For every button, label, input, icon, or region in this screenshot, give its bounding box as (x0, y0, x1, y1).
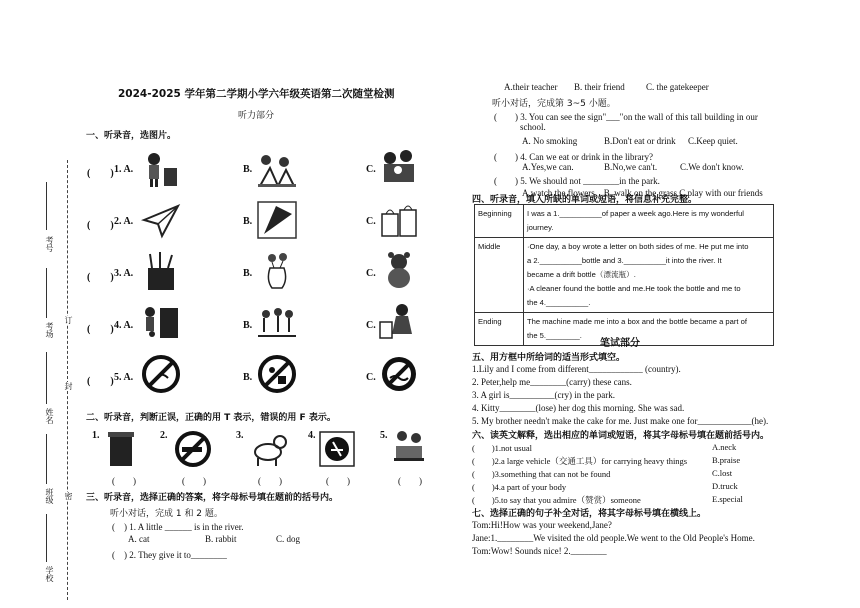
part3-intro1: 听小对话，完成 1 和 2 题。 (110, 509, 223, 519)
no-swimming-sign (378, 354, 420, 394)
no-littering-sign (256, 354, 298, 394)
p1-answer-paren-4[interactable]: ( ) (87, 324, 114, 335)
page-title: 2024-2025 学年第二学期小学六年级英语第二次随堂检测 (118, 88, 395, 100)
p2-answer-paren-4[interactable]: ( ) (326, 476, 350, 486)
kaohao-label: 考号 (45, 236, 54, 252)
p5-q1[interactable]: 1.Lily and I come from different____________ (country). (472, 364, 681, 374)
p1-row2-c-label: C. (366, 216, 376, 227)
kaohao-blank[interactable] (46, 182, 47, 230)
p3-q1-option-a[interactable]: A. cat (128, 534, 150, 544)
story-line[interactable]: the 5.________. (527, 331, 582, 340)
p3-q2-option-c[interactable]: C. the gatekeeper (646, 82, 709, 92)
dog-picture (248, 430, 288, 468)
p5-q5[interactable]: 5. My brother needn't make the cake for me. Just make one for____________(he). (472, 416, 769, 426)
p3-q2-option-a[interactable]: A.their teacher (504, 82, 558, 92)
part3-heading: 三、听录音，选择正确的答案，将字母标号填在题前的括号内。 (86, 493, 339, 503)
p1-row3-a-label: 3. A. (114, 268, 134, 279)
written-heading: 笔试部分 (600, 338, 640, 349)
p2-item1-label: 1. (92, 430, 100, 441)
girl-at-bin-picture (378, 302, 420, 342)
story-line: ·One day, a boy wrote a letter on both sides of me. He put me into (527, 242, 749, 251)
binding-ding: 订 (64, 316, 73, 324)
binding-line (67, 160, 68, 600)
xuexiao-blank[interactable] (46, 514, 47, 562)
p6-opt-d: D.truck (712, 481, 738, 491)
p1-row2-b-label: B. (243, 216, 253, 227)
trash-can-picture (104, 430, 138, 468)
p3-q2: ( ) 2. They give it to________ (112, 550, 227, 560)
no-walking-on-grass-sign (140, 354, 182, 394)
p3-q1: ( ) 1. A little ______ is in the river. (112, 522, 244, 532)
p1-row5-c-label: C. (366, 372, 376, 383)
p1-answer-paren-1[interactable]: ( ) (87, 168, 114, 179)
p1-row5-a-label: 5. A. (114, 372, 134, 383)
p7-line1: Tom:Hi!How was your weekend,Jane? (472, 520, 612, 530)
flower-vase-picture (256, 250, 298, 290)
p1-row4-a-label: 4. A. (114, 320, 134, 331)
family-group-picture (378, 148, 420, 188)
p1-answer-paren-5[interactable]: ( ) (87, 376, 114, 387)
p6-opt-e: E.special (712, 494, 743, 504)
p1-row4-b-label: B. (243, 320, 253, 331)
p1-row1-a-label: 1. A. (114, 164, 134, 175)
p3-q4-option-b[interactable]: B.No,we can't. (604, 162, 658, 172)
story-label-beginning: Beginning (475, 205, 524, 238)
p6-q5[interactable]: ( )5.to say that you admire（赞赏）someone (472, 495, 641, 505)
story-line: journey. (527, 223, 554, 232)
story-row-middle (475, 238, 774, 313)
p6-opt-b: B.praise (712, 455, 741, 465)
story-content-ending (524, 313, 774, 346)
part7-heading: 七、选择正确的句子补全对话，将其字母标号填在横线上。 (472, 509, 707, 519)
teddy-bear-picture (378, 250, 420, 290)
no-smoking-sign (174, 430, 212, 468)
p3-q3-option-c[interactable]: C.Keep quiet. (688, 136, 738, 146)
p1-row3-b-label: B. (243, 268, 253, 279)
p3-q1-option-c[interactable]: C. dog (276, 534, 301, 544)
paper-fan-picture (256, 200, 298, 240)
banji-blank[interactable] (46, 434, 47, 484)
pen-holder-picture (140, 252, 182, 292)
p1-answer-paren-3[interactable]: ( ) (87, 272, 114, 283)
p2-answer-paren-3[interactable]: ( ) (258, 476, 282, 486)
p1-row3-c-label: C. (366, 268, 376, 279)
xingming-label: 姓名 (45, 408, 54, 424)
xingming-blank[interactable] (46, 352, 47, 404)
listening-heading: 听力部分 (238, 111, 275, 121)
paper-bags-picture (378, 200, 420, 240)
part3-intro2: 听小对话，完成第 3~5 小题。 (492, 99, 616, 109)
p2-answer-paren-5[interactable]: ( ) (398, 476, 422, 486)
children-playing-picture (256, 150, 298, 190)
p6-opt-c: C.lost (712, 468, 733, 478)
p2-item3-label: 3. (236, 430, 244, 441)
story-table (474, 204, 774, 346)
p5-q3[interactable]: 3. A girl is__________(cry) in the park. (472, 390, 615, 400)
p3-q4-option-c[interactable]: C.We don't know. (680, 162, 744, 172)
story-row-beginning (475, 205, 774, 238)
p3-q5-options[interactable]: A.watch the flowers B. walk on the grass C.play with our friends (522, 188, 763, 198)
boy-at-bin-picture (140, 150, 182, 190)
banji-label: 班级 (45, 488, 54, 504)
p6-q1[interactable]: ( )1.not usual (472, 443, 532, 453)
story-line[interactable]: the 4.__________. (527, 298, 591, 307)
part6-heading: 六、读英文解释，选出相应的单词或短语，将其字母标号填在题前括号内。 (472, 431, 770, 441)
story-line: ·A cleaner found the bottle and me.He took the bottle and me to (527, 284, 741, 293)
p2-item4-label: 4. (308, 430, 316, 441)
p1-row4-c-label: C. (366, 320, 376, 331)
p3-q3: ( ) 3. You can see the sign"___"on the wall of this tall building in our (494, 112, 758, 122)
p2-answer-paren-1[interactable]: ( ) (112, 476, 136, 486)
kids-at-bins-picture (140, 302, 182, 342)
story-label-ending: Ending (475, 313, 524, 346)
story-line: became a drift bottle（漂流瓶）. (527, 270, 636, 279)
p2-answer-paren-2[interactable]: ( ) (182, 476, 206, 486)
p1-row1-b-label: B. (243, 164, 253, 175)
kaochang-label: 考场 (45, 322, 54, 338)
p3-q2-option-b[interactable]: B. their friend (574, 82, 625, 92)
part1-heading: 一、听录音，选图片。 (86, 131, 177, 141)
sign-circle-picture (318, 430, 356, 468)
p3-q1-option-b[interactable]: B. rabbit (205, 534, 237, 544)
binding-feng: 封 (64, 382, 73, 390)
children-reading-picture (390, 428, 426, 468)
p6-q3[interactable]: ( )3.something that can not be found (472, 469, 611, 479)
story-content-middle (524, 238, 774, 313)
p6-opt-a: A.neck (712, 442, 737, 452)
p1-row5-b-label: B. (243, 372, 253, 383)
part5-heading: 五、用方框中所给词的适当形式填空。 (472, 353, 626, 363)
p3-q3-option-b[interactable]: B.Don't eat or drink (604, 136, 676, 146)
p6-q4[interactable]: ( )4.a part of your body (472, 482, 567, 492)
story-line: The machine made me into a box and the bottle became a part of (527, 317, 747, 326)
p1-row1-c-label: C. (366, 164, 376, 175)
p5-q4[interactable]: 4. Kitty________(lose) her dog this morning. She was sad. (472, 403, 685, 413)
p2-item5-label: 5. (380, 430, 388, 441)
p3-q3-cont: school. (520, 122, 546, 132)
p2-item2-label: 2. (160, 430, 168, 441)
p6-q2[interactable]: ( )2.a large vehicle（交通工具）for carrying heavy things (472, 456, 688, 466)
p7-line2[interactable]: Jane:1.________We visited the old people.We went to the Old People's Home. (472, 533, 755, 543)
part4-heading: 四、听录音，填入所缺的单词或短语，将信息补充完整。 (472, 195, 698, 205)
p3-q4-option-a[interactable]: A.Yes,we can. (522, 162, 574, 172)
p3-q5: ( ) 5. We should not ________in the park. (494, 176, 660, 186)
part2-heading: 二、听录音，判断正误，正确的用 T 表示，错误的用 F 表示。 (86, 413, 336, 423)
p7-line3[interactable]: Tom:Wow! Sounds nice! 2.________ (472, 546, 607, 556)
story-line[interactable]: a 2.__________bottle and 3.__________it into the river. It (527, 256, 722, 265)
p5-q2[interactable]: 2. Peter,help me________(carry) these cans. (472, 377, 632, 387)
paper-plane-picture (140, 200, 182, 240)
story-label-middle: Middle (475, 238, 524, 313)
p3-q4: ( ) 4. Can we eat or drink in the library? (494, 152, 653, 162)
story-content-beginning (524, 205, 774, 238)
kaochang-blank[interactable] (46, 268, 47, 318)
p1-row2-a-label: 2. A. (114, 216, 134, 227)
p3-q3-option-a[interactable]: A. No smoking (522, 136, 578, 146)
story-line[interactable]: I was a 1.__________of paper a week ago.Here is my wonderful (527, 209, 744, 218)
xuexiao-label: 学校 (45, 566, 54, 582)
binding-mi: 密 (64, 492, 73, 500)
p1-answer-paren-2[interactable]: ( ) (87, 220, 114, 231)
kids-in-park-picture (256, 302, 298, 342)
